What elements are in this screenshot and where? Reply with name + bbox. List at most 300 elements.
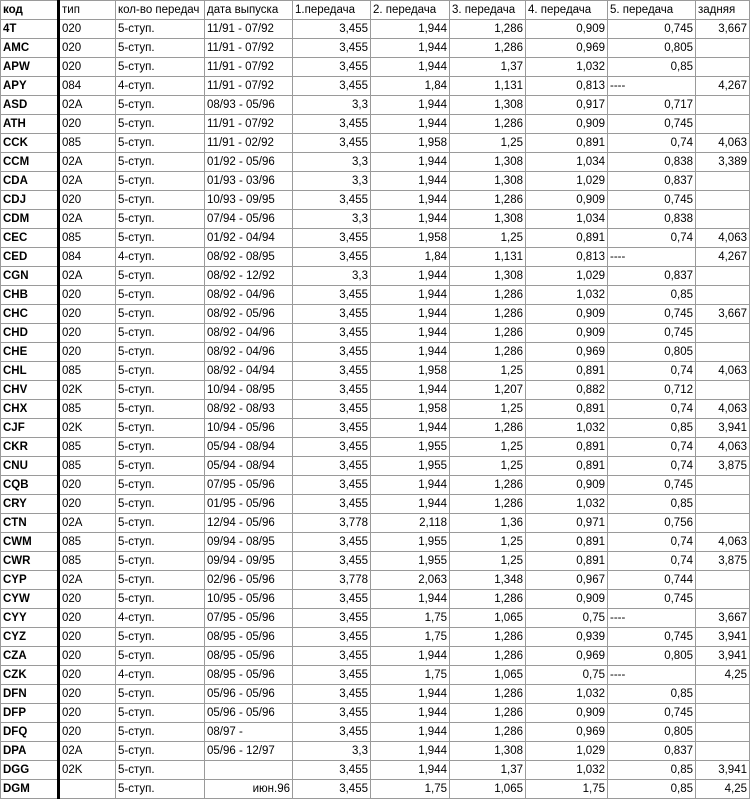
cell-reverse (696, 381, 750, 400)
cell-gear-count: 5-ступ. (116, 514, 205, 533)
cell-type: 020 (59, 495, 116, 514)
cell-type: 020 (59, 590, 116, 609)
cell-production-date: 01/95 - 05/96 (205, 495, 293, 514)
cell-gear-count: 5-ступ. (116, 229, 205, 248)
cell-gear-4: 1,029 (526, 267, 608, 286)
cell-gear-count: 5-ступ. (116, 438, 205, 457)
cell-type: 020 (59, 20, 116, 39)
cell-gear-2: 1,955 (371, 438, 450, 457)
cell-code: CYP (1, 571, 59, 590)
cell-reverse (696, 39, 750, 58)
cell-gear-2: 1,75 (371, 666, 450, 685)
cell-gear-5: 0,745 (608, 191, 696, 210)
cell-gear-count: 5-ступ. (116, 628, 205, 647)
cell-gear-3: 1,286 (450, 419, 526, 438)
cell-gear-4: 0,891 (526, 457, 608, 476)
table-row (1, 628, 750, 647)
cell-gear-count: 5-ступ. (116, 134, 205, 153)
cell-type: 020 (59, 286, 116, 305)
cell-gear-count: 5-ступ. (116, 381, 205, 400)
cell-gear-1: 3,455 (293, 20, 371, 39)
cell-production-date: 08/92 - 04/96 (205, 343, 293, 362)
cell-gear-1: 3,455 (293, 647, 371, 666)
cell-gear-2: 1,84 (371, 77, 450, 96)
cell-code: ATH (1, 115, 59, 134)
table-row (1, 514, 750, 533)
cell-reverse: 3,389 (696, 153, 750, 172)
cell-reverse: 4,25 (696, 666, 750, 685)
cell-gear-4: 1,032 (526, 685, 608, 704)
cell-gear-count: 5-ступ. (116, 305, 205, 324)
table-row (1, 609, 750, 628)
cell-type: 02A (59, 210, 116, 229)
cell-gear-4: 0,909 (526, 476, 608, 495)
table-row (1, 39, 750, 58)
cell-gear-count: 4-ступ. (116, 248, 205, 267)
cell-type: 020 (59, 685, 116, 704)
cell-gear-1: 3,455 (293, 685, 371, 704)
cell-code: CEC (1, 229, 59, 248)
header-type: тип (59, 1, 116, 20)
cell-gear-4: 0,969 (526, 647, 608, 666)
cell-gear-2: 1,944 (371, 305, 450, 324)
cell-gear-3: 1,286 (450, 324, 526, 343)
cell-type: 085 (59, 134, 116, 153)
cell-gear-2: 1,944 (371, 590, 450, 609)
cell-type: 02A (59, 514, 116, 533)
cell-production-date (205, 761, 293, 780)
cell-reverse: 3,941 (696, 628, 750, 647)
cell-gear-4: 0,891 (526, 533, 608, 552)
cell-gear-4: 1,029 (526, 172, 608, 191)
cell-code: APW (1, 58, 59, 77)
cell-gear-2: 1,944 (371, 742, 450, 761)
cell-gear-count: 5-ступ. (116, 210, 205, 229)
cell-gear-count: 5-ступ. (116, 685, 205, 704)
cell-gear-3: 1,36 (450, 514, 526, 533)
cell-gear-3: 1,308 (450, 267, 526, 286)
cell-production-date: 08/92 - 12/92 (205, 267, 293, 286)
table-row (1, 666, 750, 685)
cell-production-date: 12/94 - 05/96 (205, 514, 293, 533)
cell-gear-1: 3,455 (293, 438, 371, 457)
cell-code: CQB (1, 476, 59, 495)
table-row (1, 590, 750, 609)
cell-gear-3: 1,286 (450, 39, 526, 58)
cell-gear-3: 1,25 (450, 400, 526, 419)
cell-gear-3: 1,286 (450, 628, 526, 647)
cell-gear-1: 3,455 (293, 324, 371, 343)
cell-gear-count: 5-ступ. (116, 533, 205, 552)
cell-gear-2: 1,75 (371, 628, 450, 647)
cell-production-date: 08/97 - (205, 723, 293, 742)
cell-type: 085 (59, 533, 116, 552)
cell-gear-5: ---- (608, 609, 696, 628)
cell-gear-count: 5-ступ. (116, 457, 205, 476)
cell-gear-1: 3,3 (293, 742, 371, 761)
cell-gear-3: 1,308 (450, 742, 526, 761)
table-row (1, 77, 750, 96)
cell-gear-1: 3,455 (293, 39, 371, 58)
cell-gear-1: 3,455 (293, 533, 371, 552)
cell-reverse (696, 343, 750, 362)
cell-gear-5: 0,745 (608, 628, 696, 647)
cell-gear-count: 5-ступ. (116, 343, 205, 362)
cell-production-date: 08/92 - 08/93 (205, 400, 293, 419)
table-row (1, 438, 750, 457)
cell-reverse: 3,667 (696, 305, 750, 324)
cell-type: 085 (59, 438, 116, 457)
cell-gear-5: 0,85 (608, 685, 696, 704)
table-row (1, 267, 750, 286)
cell-production-date: 08/93 - 05/96 (205, 96, 293, 115)
cell-reverse (696, 704, 750, 723)
cell-type: 020 (59, 723, 116, 742)
header-production-date: дата выпуска (205, 1, 293, 20)
cell-gear-1: 3,455 (293, 248, 371, 267)
cell-gear-2: 1,75 (371, 609, 450, 628)
cell-gear-5: 0,756 (608, 514, 696, 533)
cell-reverse (696, 58, 750, 77)
cell-gear-4: 1,029 (526, 742, 608, 761)
cell-gear-5: 0,745 (608, 476, 696, 495)
cell-gear-3: 1,065 (450, 780, 526, 799)
table-row (1, 153, 750, 172)
cell-gear-5: 0,837 (608, 172, 696, 191)
cell-code: 4T (1, 20, 59, 39)
table-row (1, 476, 750, 495)
cell-gear-2: 1,84 (371, 248, 450, 267)
cell-gear-1: 3,455 (293, 590, 371, 609)
cell-gear-count: 5-ступ. (116, 780, 205, 799)
cell-production-date: 10/94 - 05/96 (205, 419, 293, 438)
cell-gear-3: 1,25 (450, 552, 526, 571)
table-row (1, 552, 750, 571)
cell-gear-2: 2,063 (371, 571, 450, 590)
cell-gear-2: 1,944 (371, 267, 450, 286)
cell-production-date: 08/95 - 05/96 (205, 666, 293, 685)
cell-code: CZK (1, 666, 59, 685)
cell-gear-3: 1,286 (450, 685, 526, 704)
cell-gear-3: 1,286 (450, 495, 526, 514)
cell-type: 020 (59, 628, 116, 647)
cell-gear-5: 0,85 (608, 780, 696, 799)
cell-gear-2: 1,944 (371, 704, 450, 723)
cell-gear-1: 3,455 (293, 229, 371, 248)
cell-type: 084 (59, 77, 116, 96)
cell-production-date: 07/95 - 05/96 (205, 476, 293, 495)
cell-code: DGG (1, 761, 59, 780)
cell-gear-1: 3,455 (293, 58, 371, 77)
cell-reverse (696, 267, 750, 286)
cell-gear-count: 5-ступ. (116, 20, 205, 39)
cell-production-date: 11/91 - 07/92 (205, 77, 293, 96)
cell-gear-4: 1,032 (526, 761, 608, 780)
cell-gear-count: 5-ступ. (116, 495, 205, 514)
cell-type: 085 (59, 362, 116, 381)
cell-code: CYW (1, 590, 59, 609)
cell-reverse (696, 495, 750, 514)
cell-gear-5: 0,745 (608, 324, 696, 343)
cell-reverse: 4,063 (696, 229, 750, 248)
cell-gear-5: 0,745 (608, 115, 696, 134)
table-row (1, 343, 750, 362)
cell-type: 020 (59, 324, 116, 343)
cell-type: 02A (59, 153, 116, 172)
cell-code: CHL (1, 362, 59, 381)
cell-reverse (696, 685, 750, 704)
cell-production-date: 09/94 - 09/95 (205, 552, 293, 571)
cell-reverse: 3,941 (696, 419, 750, 438)
cell-reverse: 4,063 (696, 134, 750, 153)
cell-code: DFQ (1, 723, 59, 742)
cell-production-date: 11/91 - 07/92 (205, 20, 293, 39)
cell-gear-4: 0,891 (526, 438, 608, 457)
table-row (1, 362, 750, 381)
cell-gear-count: 5-ступ. (116, 590, 205, 609)
table-row (1, 742, 750, 761)
cell-reverse: 4,063 (696, 400, 750, 419)
cell-gear-2: 1,944 (371, 343, 450, 362)
cell-gear-2: 1,944 (371, 381, 450, 400)
cell-gear-4: 0,891 (526, 229, 608, 248)
cell-gear-1: 3,455 (293, 381, 371, 400)
cell-gear-5: 0,744 (608, 571, 696, 590)
cell-gear-count: 4-ступ. (116, 666, 205, 685)
cell-gear-5: 0,745 (608, 305, 696, 324)
cell-gear-4: 0,75 (526, 609, 608, 628)
table-row (1, 286, 750, 305)
cell-gear-count: 5-ступ. (116, 552, 205, 571)
table-row (1, 723, 750, 742)
table-row (1, 780, 750, 799)
cell-production-date: июн.96 (205, 780, 293, 799)
cell-production-date: 11/91 - 02/92 (205, 134, 293, 153)
cell-gear-count: 5-ступ. (116, 39, 205, 58)
cell-gear-5: 0,74 (608, 457, 696, 476)
cell-code: CHC (1, 305, 59, 324)
cell-gear-5: 0,745 (608, 590, 696, 609)
cell-gear-3: 1,37 (450, 58, 526, 77)
cell-code: CHB (1, 286, 59, 305)
cell-gear-count: 5-ступ. (116, 191, 205, 210)
table-row (1, 58, 750, 77)
cell-code: CZA (1, 647, 59, 666)
cell-type: 020 (59, 191, 116, 210)
cell-gear-1: 3,455 (293, 191, 371, 210)
cell-gear-3: 1,25 (450, 533, 526, 552)
cell-reverse: 3,667 (696, 609, 750, 628)
cell-production-date: 05/96 - 12/97 (205, 742, 293, 761)
cell-type: 020 (59, 609, 116, 628)
cell-reverse (696, 571, 750, 590)
cell-gear-3: 1,065 (450, 666, 526, 685)
cell-gear-5: 0,837 (608, 742, 696, 761)
cell-reverse (696, 476, 750, 495)
table-row (1, 495, 750, 514)
cell-gear-5: 0,74 (608, 552, 696, 571)
cell-production-date: 08/92 - 04/96 (205, 324, 293, 343)
cell-gear-1: 3,455 (293, 134, 371, 153)
cell-production-date: 02/96 - 05/96 (205, 571, 293, 590)
cell-code: CDM (1, 210, 59, 229)
cell-gear-1: 3,455 (293, 704, 371, 723)
cell-gear-3: 1,308 (450, 210, 526, 229)
cell-code: CCM (1, 153, 59, 172)
cell-gear-5: ---- (608, 248, 696, 267)
cell-gear-3: 1,308 (450, 96, 526, 115)
cell-production-date: 11/91 - 07/92 (205, 58, 293, 77)
cell-gear-1: 3,455 (293, 419, 371, 438)
cell-gear-5: 0,745 (608, 20, 696, 39)
cell-gear-4: 0,917 (526, 96, 608, 115)
cell-code: CHE (1, 343, 59, 362)
cell-type (59, 780, 116, 799)
cell-type: 020 (59, 39, 116, 58)
cell-gear-1: 3,3 (293, 210, 371, 229)
cell-gear-5: 0,85 (608, 286, 696, 305)
cell-gear-2: 1,958 (371, 134, 450, 153)
cell-type: 020 (59, 704, 116, 723)
cell-gear-1: 3,455 (293, 609, 371, 628)
cell-production-date: 08/92 - 04/96 (205, 286, 293, 305)
cell-type: 085 (59, 400, 116, 419)
cell-gear-2: 1,944 (371, 723, 450, 742)
table-row (1, 381, 750, 400)
cell-gear-4: 0,909 (526, 305, 608, 324)
cell-gear-2: 1,944 (371, 286, 450, 305)
cell-gear-2: 1,944 (371, 210, 450, 229)
cell-code: CWR (1, 552, 59, 571)
cell-gear-4: 0,891 (526, 552, 608, 571)
cell-gear-4: 0,909 (526, 191, 608, 210)
table-row (1, 96, 750, 115)
cell-gear-2: 1,944 (371, 58, 450, 77)
cell-gear-2: 1,944 (371, 685, 450, 704)
cell-gear-2: 1,944 (371, 20, 450, 39)
cell-code: CYY (1, 609, 59, 628)
cell-reverse: 4,25 (696, 780, 750, 799)
cell-reverse: 3,667 (696, 20, 750, 39)
cell-reverse (696, 723, 750, 742)
cell-gear-2: 1,944 (371, 647, 450, 666)
cell-gear-5: 0,745 (608, 704, 696, 723)
cell-gear-5: 0,837 (608, 267, 696, 286)
cell-code: CGN (1, 267, 59, 286)
cell-reverse (696, 286, 750, 305)
cell-code: CNU (1, 457, 59, 476)
cell-code: CCK (1, 134, 59, 153)
cell-gear-5: ---- (608, 666, 696, 685)
table-row (1, 324, 750, 343)
cell-type: 020 (59, 58, 116, 77)
cell-type: 02K (59, 761, 116, 780)
cell-type: 020 (59, 647, 116, 666)
header-gear-3: 3. передача (450, 1, 526, 20)
cell-reverse (696, 172, 750, 191)
cell-production-date: 09/94 - 08/95 (205, 533, 293, 552)
cell-code: CHD (1, 324, 59, 343)
cell-gear-5: 0,717 (608, 96, 696, 115)
cell-gear-3: 1,348 (450, 571, 526, 590)
cell-gear-4: 0,909 (526, 115, 608, 134)
cell-gear-4: 0,967 (526, 571, 608, 590)
cell-code: DPA (1, 742, 59, 761)
cell-code: CTN (1, 514, 59, 533)
cell-gear-count: 5-ступ. (116, 324, 205, 343)
table-row (1, 400, 750, 419)
cell-gear-5: 0,74 (608, 362, 696, 381)
cell-gear-count: 5-ступ. (116, 647, 205, 666)
cell-gear-1: 3,455 (293, 780, 371, 799)
cell-gear-1: 3,778 (293, 571, 371, 590)
cell-gear-4: 1,032 (526, 495, 608, 514)
cell-gear-1: 3,455 (293, 666, 371, 685)
cell-code: CJF (1, 419, 59, 438)
cell-gear-3: 1,286 (450, 343, 526, 362)
cell-gear-3: 1,286 (450, 20, 526, 39)
cell-gear-3: 1,286 (450, 476, 526, 495)
cell-gear-4: 0,813 (526, 248, 608, 267)
cell-gear-4: 0,909 (526, 324, 608, 343)
cell-type: 020 (59, 343, 116, 362)
table-row (1, 419, 750, 438)
header-reverse: задняя (696, 1, 750, 20)
cell-gear-3: 1,131 (450, 77, 526, 96)
cell-code: CRY (1, 495, 59, 514)
cell-gear-4: 0,909 (526, 590, 608, 609)
cell-gear-1: 3,455 (293, 343, 371, 362)
cell-reverse (696, 590, 750, 609)
cell-gear-3: 1,207 (450, 381, 526, 400)
cell-gear-5: 0,805 (608, 39, 696, 58)
cell-reverse (696, 191, 750, 210)
cell-gear-2: 1,958 (371, 400, 450, 419)
header-gear-4: 4. передача (526, 1, 608, 20)
cell-gear-3: 1,286 (450, 115, 526, 134)
cell-gear-5: 0,74 (608, 400, 696, 419)
cell-production-date: 01/92 - 05/96 (205, 153, 293, 172)
cell-gear-3: 1,25 (450, 362, 526, 381)
cell-gear-5: 0,805 (608, 723, 696, 742)
table-row (1, 229, 750, 248)
cell-gear-2: 1,944 (371, 324, 450, 343)
table-row (1, 134, 750, 153)
cell-gear-4: 1,032 (526, 58, 608, 77)
cell-gear-count: 5-ступ. (116, 172, 205, 191)
table-row (1, 685, 750, 704)
cell-gear-3: 1,25 (450, 457, 526, 476)
table-row (1, 533, 750, 552)
cell-reverse (696, 115, 750, 134)
cell-type: 02K (59, 419, 116, 438)
table-row (1, 704, 750, 723)
table-row (1, 761, 750, 780)
cell-gear-count: 5-ступ. (116, 723, 205, 742)
cell-gear-count: 5-ступ. (116, 96, 205, 115)
cell-gear-count: 5-ступ. (116, 419, 205, 438)
cell-code: DFP (1, 704, 59, 723)
cell-gear-5: 0,85 (608, 495, 696, 514)
cell-reverse: 4,063 (696, 438, 750, 457)
cell-gear-2: 1,944 (371, 172, 450, 191)
header-row (1, 1, 750, 20)
table-row (1, 20, 750, 39)
cell-gear-1: 3,455 (293, 628, 371, 647)
cell-gear-1: 3,455 (293, 457, 371, 476)
cell-production-date: 01/93 - 03/96 (205, 172, 293, 191)
cell-type: 02A (59, 742, 116, 761)
